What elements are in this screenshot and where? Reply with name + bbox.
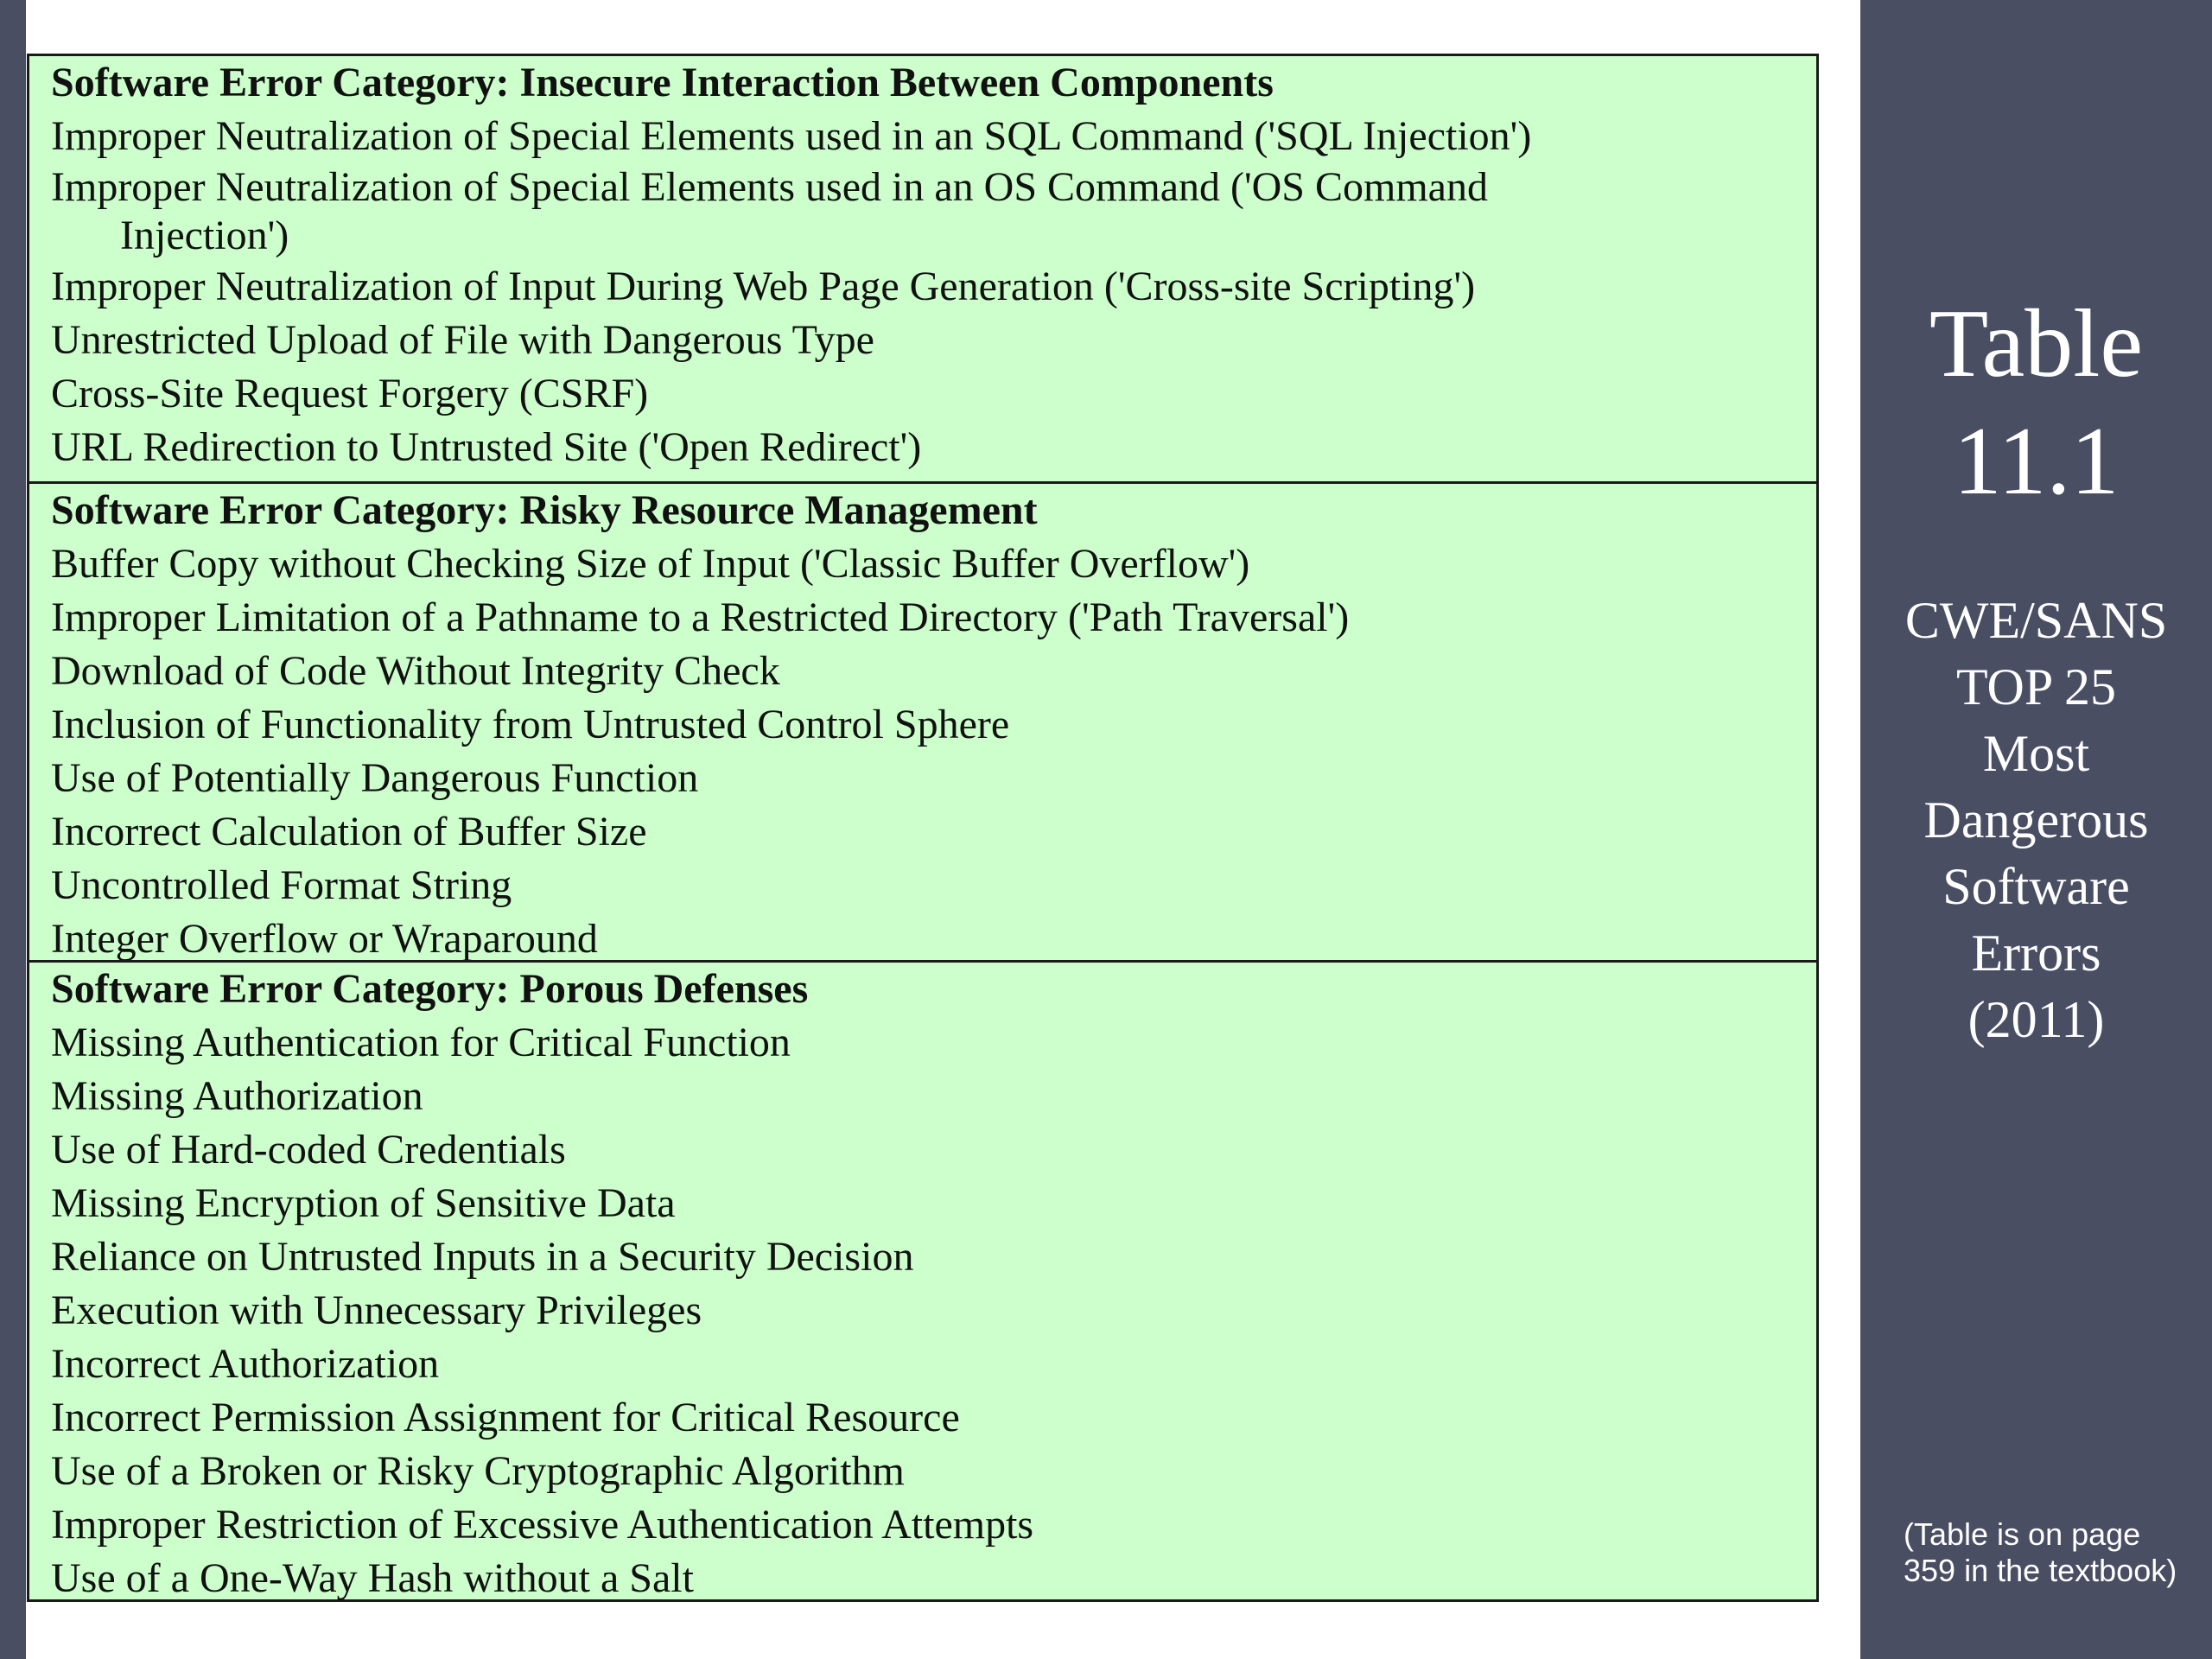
table-row: Use of a One-Way Hash without a Salt [51,1555,694,1601]
slide-title-line: 11.1 [1953,408,2120,515]
table-row: Improper Limitation of a Pathname to a Restricted Directory ('Path Traversal') [51,594,1350,640]
table-row: Incorrect Calculation of Buffer Size [51,809,647,855]
slide-title-line: Table [1929,290,2144,397]
section-heading: Software Error Category: Risky Resource Management [51,487,1038,533]
table-row: Download of Code Without Integrity Check [51,648,780,694]
table-row [51,163,1816,260]
section-heading: Software Error Category: Insecure Interaction Between Components [51,60,1274,105]
table-row: Uncontrolled Format String [51,862,512,908]
table-row: URL Redirection to Untrusted Site ('Open Redirect') [51,424,922,470]
table-row-text: Improper Neutralization of Special Elements used in an OS Command ('OS Command [51,164,1488,210]
table-row: Use of a Broken or Risky Cryptographic Algorithm [51,1448,905,1494]
page-reference-note [1904,1516,2197,1589]
table-row: Improper Restriction of Excessive Authentication Attempts [51,1502,1034,1548]
subtitle-line: Most [1982,725,2090,782]
table-row: Unrestricted Upload of File with Dangerous Type [51,317,874,363]
subtitle-line: Errors [1971,925,2101,982]
table-row: Execution with Unnecessary Privileges [51,1287,702,1333]
table-row: Reliance on Untrusted Inputs in a Security Decision [51,1234,914,1280]
table-row: Integer Overflow or Wraparound [51,916,598,962]
left-accent-strip [0,0,26,1659]
section-risky-resource-management [29,481,1816,966]
subtitle-line: Dangerous [1923,791,2149,849]
subtitle-line: (2011) [1967,991,2105,1048]
note-line: (Table is on page [1904,1516,2141,1552]
section-heading: Software Error Category: Porous Defenses [51,966,809,1012]
subtitle-line: Software [1942,858,2130,915]
table-row: Improper Neutralization of Input During Web Page Generation ('Cross-site Scripting') [51,264,1476,309]
section-porous-defenses [29,960,1816,1605]
table-row: Cross-Site Request Forgery (CSRF) [51,371,649,416]
cwe-table [27,54,1819,1602]
table-row: Buffer Copy without Checking Size of Input ('Classic Buffer Overflow') [51,541,1250,587]
slide-title [1860,285,2212,520]
note-line: 359 in the textbook) [1904,1553,2177,1588]
side-panel [1860,0,2212,1659]
table-row: Missing Authorization [51,1073,423,1119]
slide-subtitle [1860,588,2212,1053]
table-row: Incorrect Permission Assignment for Critical Resource [51,1395,960,1440]
table-row: Use of Potentially Dangerous Function [51,755,699,801]
table-row: Missing Encryption of Sensitive Data [51,1180,676,1226]
subtitle-line: CWE/SANS [1904,592,2168,649]
section-insecure-interaction [29,56,1816,474]
table-row: Incorrect Authorization [51,1341,440,1387]
subtitle-line: TOP 25 [1955,658,2117,715]
table-row-continuation: Injection') [120,213,289,258]
table-row: Missing Authentication for Critical Function [51,1020,791,1065]
table-row: Inclusion of Functionality from Untrusted Control Sphere [51,702,1010,747]
table-row: Use of Hard-coded Credentials [51,1127,566,1173]
table-row: Improper Neutralization of Special Elements used in an SQL Command ('SQL Injection') [51,113,1532,159]
